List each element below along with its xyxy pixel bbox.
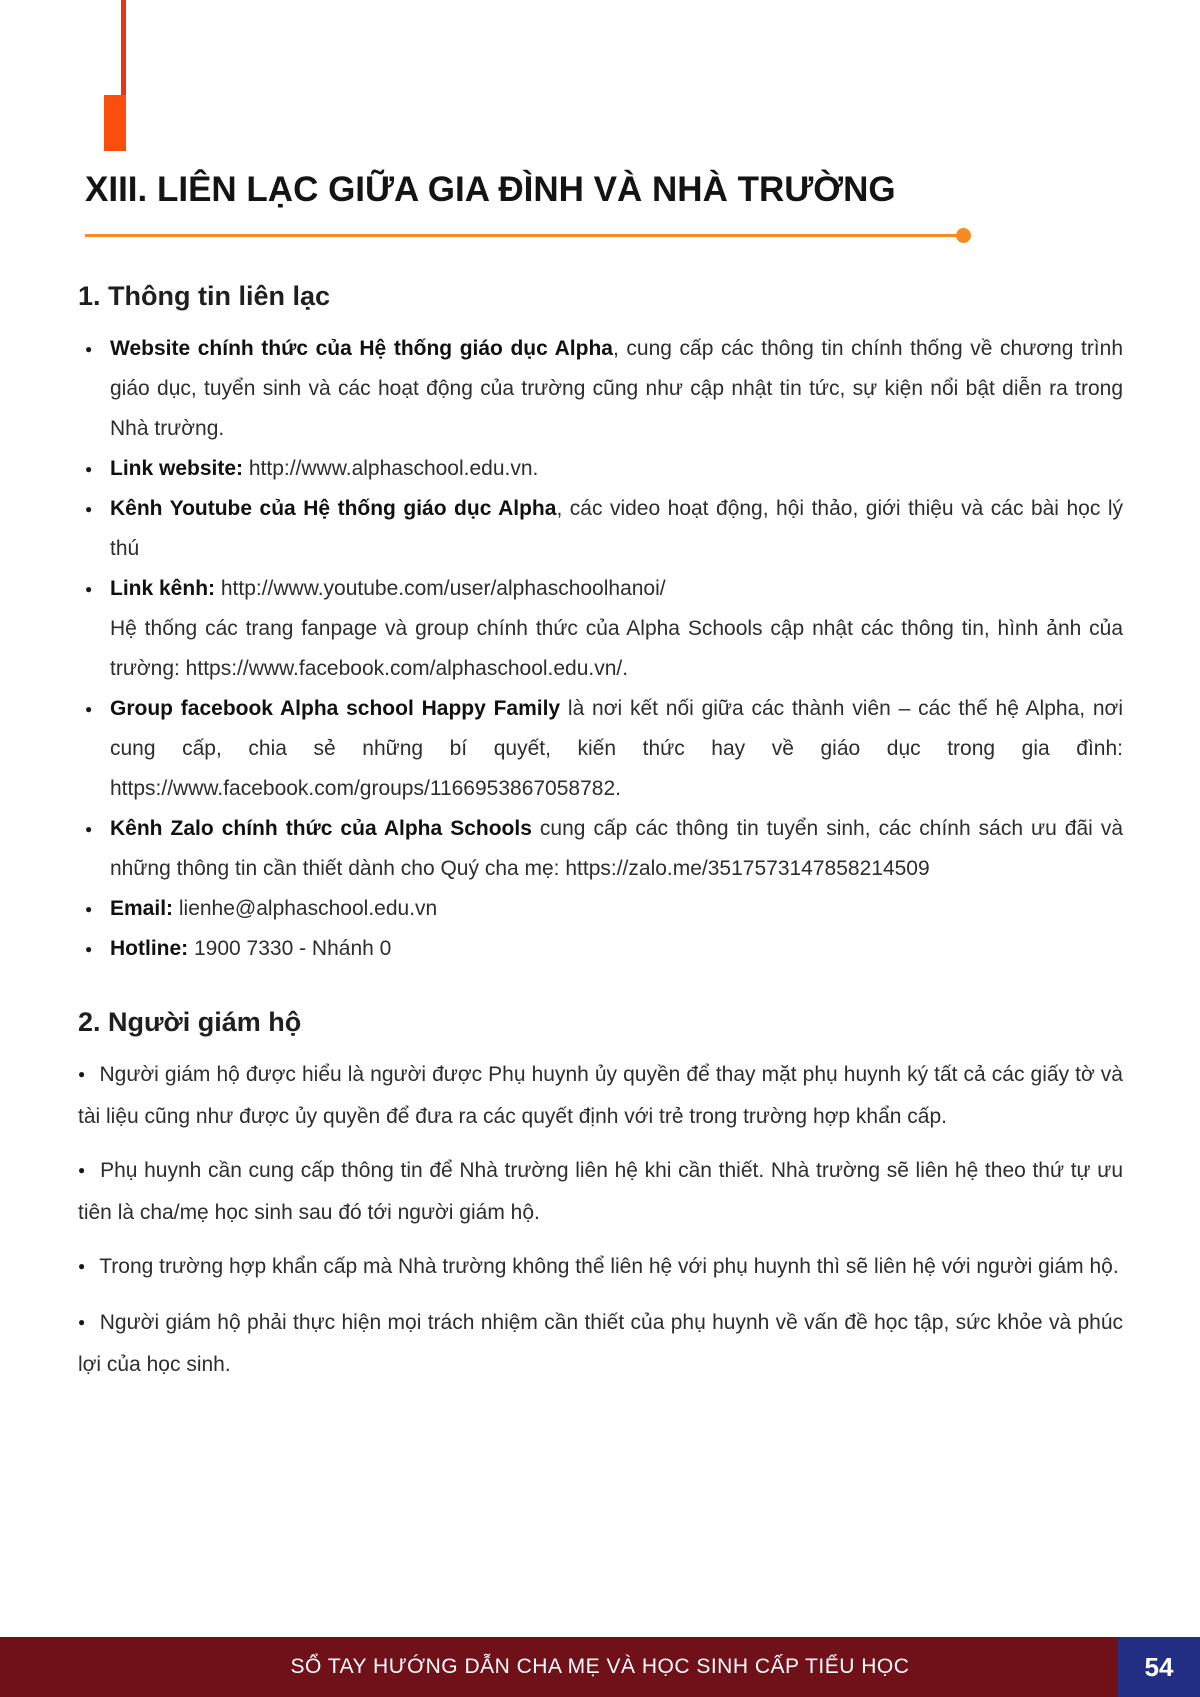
list-item-youtube [85, 489, 1123, 569]
item-text: , cung cấp các thông tin chính thống về chương trình giáo dục, tuyển sinh và các hoạt động của trường cũng như cập nhật tin tức, sự kiện nổi bật diễn ra trong Nhà trường. [110, 337, 1124, 440]
item-text: http://www.alphaschool.edu.vn. [243, 457, 539, 480]
guardian-paragraph: ● Phụ huynh cần cung cấp thông tin để Nhà trường liên hệ khi cần thiết. Nhà trường sẽ liên hệ theo thứ tự ưu tiên là cha/mẹ học sinh sau đó tới người giám hộ. [78, 1151, 1123, 1233]
item-bold-label: Kênh Zalo chính thức của Alpha Schools [110, 817, 532, 840]
list-item-website [85, 329, 1123, 449]
item-bold-label: Kênh Youtube của Hệ thống giáo dục Alpha [110, 497, 557, 520]
page-number-box [1118, 1637, 1200, 1697]
list-item-fanpage [85, 609, 1123, 689]
guardian-paragraph: ● Người giám hộ được hiểu là người được Phụ huynh ủy quyền để thay mặt phụ huynh ký tất cả các giấy tờ và tài liệu cũng như được ủy quyền để đưa ra các quyết định với trẻ trong trường hợp khẩn cấp. [78, 1055, 1123, 1137]
item-text: , các video hoạt động, hội thảo, giới thiệu và các bài học lý thú [110, 497, 1123, 560]
item-bold-label: Link kênh: [110, 577, 216, 600]
chapter-title-block [85, 168, 1123, 243]
contact-info-list [85, 329, 1123, 969]
chapter-title: XIII. LIÊN LẠC GIỮA GIA ĐÌNH VÀ NHÀ TRƯỜNG [85, 170, 896, 209]
item-bold-label: Hotline: [110, 937, 189, 960]
page-content [78, 0, 1124, 1399]
item-text: lienhe@alphaschool.edu.vn [173, 897, 438, 920]
item-text: http://www.youtube.com/user/alphaschoolhanoi/ [215, 577, 666, 600]
item-bold-label: Website chính thức của Hệ thống giáo dục Alpha [110, 337, 613, 360]
item-text: 1900 7330 - Nhánh 0 [188, 937, 392, 960]
guardian-paragraphs [78, 1055, 1124, 1385]
item-text: là nơi kết nối giữa các thành viên – các thế hệ Alpha, nơi cung cấp, chia sẻ những bí quyết, kiến thức hay về giáo dục trong gia đình: https://www.facebook.com/groups/1166953867058782. [110, 697, 1123, 800]
section1-heading: 1. Thông tin liên lạc [78, 281, 331, 311]
item-text: Hệ thống các trang fanpage và group chính thức của Alpha Schools cập nhật các thông tin, hình ảnh của trường: https://www.facebook.com/alphaschool.edu.vn/. [110, 617, 1123, 680]
list-item-link-kenh [85, 569, 1123, 609]
list-item-zalo [85, 809, 1123, 889]
section2-heading: 2. Người giám hộ [78, 1007, 302, 1037]
title-underline [85, 228, 971, 243]
footer-title: SỔ TAY HƯỚNG DẪN CHA MẸ VÀ HỌC SINH CẤP TIỂU HỌC [290, 1655, 910, 1678]
footer-bar [0, 1637, 1200, 1697]
rule-end-dot [956, 228, 971, 243]
guardian-paragraph: ● Người giám hộ phải thực hiện mọi trách nhiệm cần thiết của phụ huynh về vấn đề học tập, sức khỏe và phúc lợi của học sinh. [78, 1303, 1123, 1385]
item-bold-label: Email: [110, 897, 174, 920]
list-item-email [85, 889, 1123, 929]
page-number: 54 [1144, 1651, 1174, 1682]
guardian-paragraph: ● Trong trường hợp khẩn cấp mà Nhà trường không thể liên hệ với phụ huynh thì sẽ liên hệ với người giám hộ. [78, 1247, 1123, 1289]
list-item-hotline [85, 929, 1123, 969]
list-item-facebook-group [85, 689, 1123, 809]
item-bold-label: Link website: [110, 457, 244, 480]
item-text: cung cấp các thông tin tuyển sinh, các chính sách ưu đãi và những thông tin cần thiết dành cho Quý cha mẹ: https://zalo.me/3517573147858214509 [110, 817, 1124, 880]
item-bold-label: Group facebook Alpha school Happy Family [110, 697, 561, 720]
list-item-link-website [85, 449, 1123, 489]
underline-rule [85, 234, 957, 237]
